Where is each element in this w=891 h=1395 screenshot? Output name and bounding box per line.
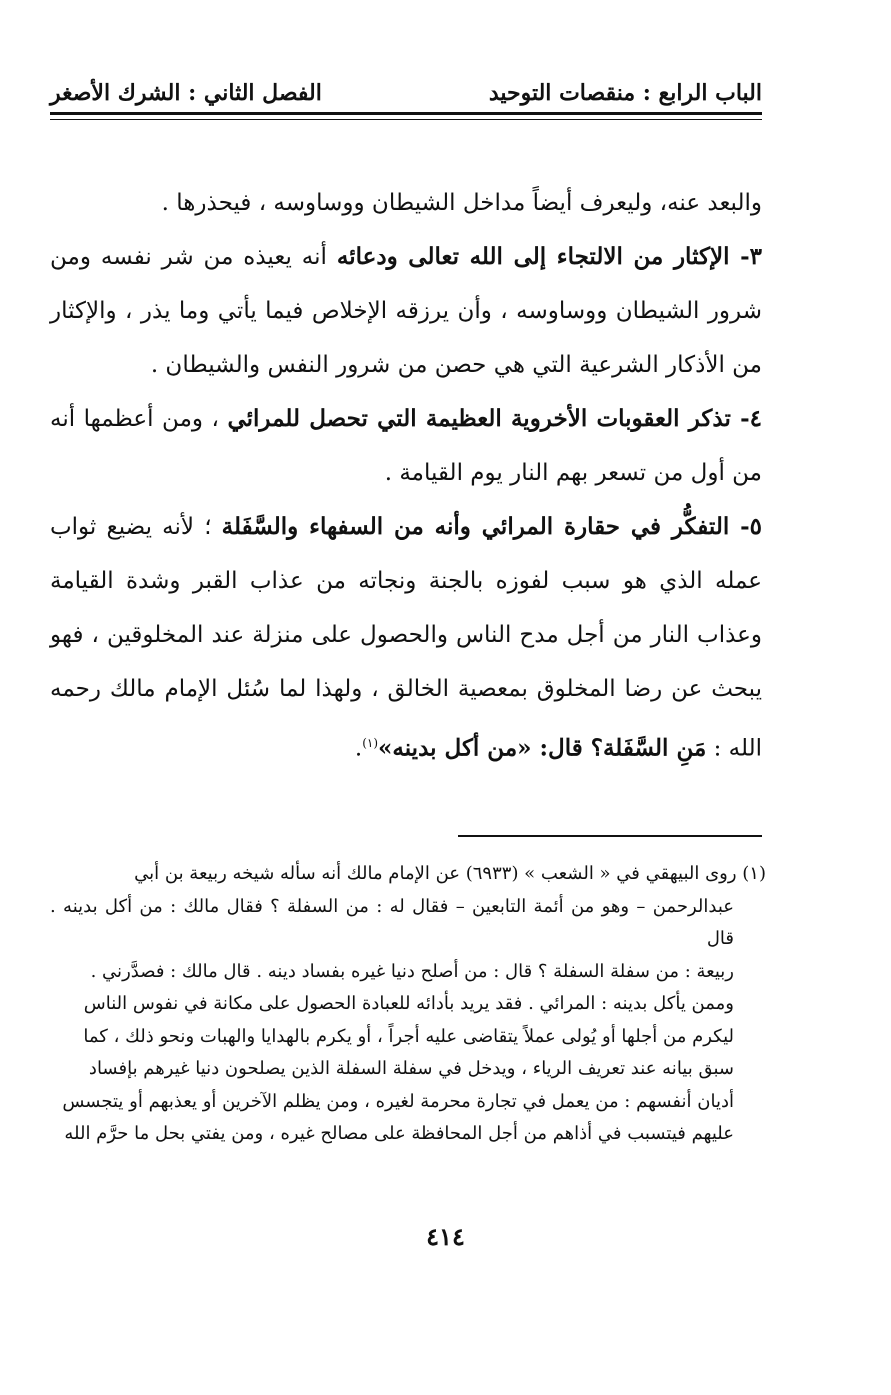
paragraph-2 — [50, 230, 762, 392]
item-quote-5: مَنِ السَّفَلة؟ قال: «من أكل بدينه» — [378, 734, 707, 762]
footnotes — [50, 858, 766, 1151]
page-number: ٤١٤ — [426, 1222, 465, 1251]
item-text-3: أنه يعيذه من شر نفسه ومن شرور الشيطان ووساوسه ، وأن يرزقه الإخلاص فيما يأتي وما يذر ، والإكثار من الأذكار الشرعية التي هي حصن من شرور النفس والشيطان . — [50, 244, 762, 378]
item-number-4: ٤- — [730, 405, 762, 432]
paragraph-4 — [50, 500, 762, 776]
paragraph-3 — [50, 392, 762, 500]
header-section-title: الفصل الثاني : الشرك الأصغر — [50, 80, 322, 106]
header-rule-thick — [50, 112, 762, 115]
item-end-5: . — [354, 735, 363, 762]
footnote-line: وممن يأكل بدينه : المرائي . فقد يريد بأدائه للعبادة الحصول على مكانة في نفوس الناس — [83, 993, 734, 1014]
footnote-separator — [458, 835, 762, 837]
paragraph-1: والبعد عنه، وليعرف أيضاً مداخل الشيطان ووساوسه ، فيحذرها . — [161, 190, 762, 216]
footnote-line: (١) روى البيهقي في « الشعب » (٦٩٣٣) عن الإمام مالك أنه سأله شيخه ربيعة بن أبي — [134, 863, 766, 884]
main-text — [50, 176, 762, 776]
footnote-line: عبدالرحمن – وهو من أئمة التابعين – فقال له : من السفلة ؟ فقال مالك : من أكل بدينه . قال — [50, 895, 734, 949]
item-heading-5: التفكُّر في حقارة المرائي وأنه من السفهاء والسَّفَلة — [221, 513, 730, 540]
item-heading-3: الإكثار من الالتجاء إلى الله تعالى ودعائه — [336, 243, 730, 270]
footnote-line: سبق بيانه عند تعريف الرياء ، ويدخل في سفلة السفلة الذين يصلحون دنيا غيرهم بإفساد — [88, 1058, 734, 1079]
footnote-line: ربيعة : من سفلة السفلة ؟ قال : من أصلح دنيا غيره بفساد دينه . قال مالك : فصدَّرني . — [90, 960, 734, 982]
item-number-5: ٥- — [729, 513, 762, 540]
item-number-3: ٣- — [729, 243, 762, 270]
footnote-line: ليكرم من أجلها أو يُولى عملاً يتقاضى عليه أجراً ، أو يكرم بالهدايا والهبات ونحو ذلك ، كما — [83, 1025, 734, 1047]
header-chapter-title: الباب الرابع : منقصات التوحيد — [488, 80, 762, 106]
running-header — [50, 66, 762, 106]
footnote-line: عليهم فيتسبب في أذاهم من أجل المحافظة على مصالح غيره ، ومن يفتي بحل ما حرَّم الله — [64, 1123, 734, 1144]
footnote-line: أديان أنفسهم : من يعمل في تجارة محرمة لغيره ، ومن يظلم الآخرين أو يعذبهم أو يتجسس — [62, 1090, 734, 1112]
footnote-reference-1[interactable]: (١) — [362, 736, 379, 750]
item-text-4: ، ومن أعظمها أنه من أول من تسعر بهم النار يوم القيامة . — [50, 406, 762, 486]
item-text-5: ؛ لأنه يضيع ثواب عمله الذي هو سبب لفوزه بالجنة ونجاته من عذاب القبر وشدة القيامة وعذاب النار من أجل مدح الناس والحصول على منزلة عند المخلوقين ، فهو يبحث عن رضا المخلوق بمعصية الخالق ، ولهذا لما سُئل الإمام مالك رحمه الله : — [50, 514, 762, 762]
header-rule-thin — [50, 119, 762, 120]
item-heading-4: تذكر العقوبات الأخروية العظيمة التي تحصل للمرائي — [227, 405, 731, 432]
